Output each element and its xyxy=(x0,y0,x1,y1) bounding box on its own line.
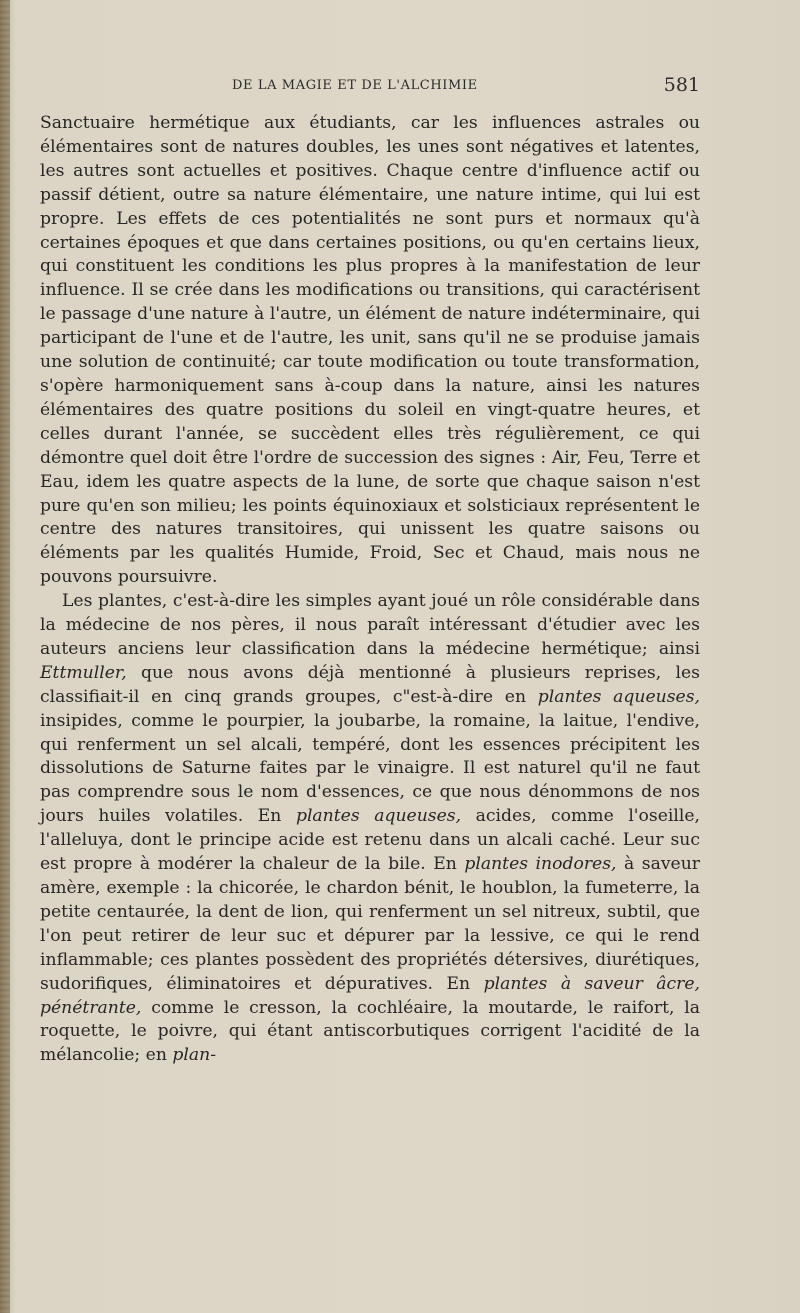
italic-term: plantes aqueuses, xyxy=(295,806,462,827)
italic-author-name: Ettmuller, xyxy=(40,662,127,683)
paragraph-1: Sanctuaire hermétique aux étudiants, car les influences astrales ou élémentaires sont de natures doubles, les unes sont négatives et latentes, les autres sont actuelles et positives. Chaque centre d'influence actif ou passif détient, outre sa nature élémentaire, une nature intime, qui lui est propre. Les effets de ces potentialités ne sont purs et normaux qu'à certaines époques et que dans certaines positions, ou qu'en certains lieux, qui constituent les conditions les plus propres à la manifestation de leur influence. Il se crée dans les modifications ou transitions, qui caractérisent le passage d'une nature à l'autre, un élément de nature indéterminaire, qui participant de l'une et de l'autre, les unit, sans qu'il ne se produise jamais une solution de continuité; car toute modification ou toute transformation, s'opère harmoniquement sans à-coup dans la nature, ainsi les natures élémentaires des quatre positions du soleil en vingt-quatre heures, et celles durant l'année, se succèdent elles très régulièrement, ce qui démontre quel doit être l'ordre de succession des signes : Air, Feu, Terre et Eau, idem les quatre aspects de la lune, de sorte que chaque saison n'est pure qu'en son milieu; les points équinoxiaux et solsticiaux représentent le centre des natures transitoires, qui unissent les quatre saisons ou éléments par les qualités Humide, Froid, Sec et Chaud, mais nous ne pouvons poursuivre. xyxy=(40,113,700,588)
text-span: insipides, comme le pourpier, la joubarbe, la romaine, la laitue, l'endive, qui renferment un sel alcali, tempéré, dont les essences précipitent les dissolutions de Saturne faites par le vinaigre. Il est naturel qu'il ne faut pas comprendre sous le nom d'essences, ce que nous dénommons de nos jours huiles volatiles. En xyxy=(40,710,700,827)
italic-term: plantes aqueuses, xyxy=(537,686,700,707)
page-header xyxy=(40,70,700,100)
italic-term: plan- xyxy=(172,1045,217,1066)
text-span: Les plantes, c'est-à-dire les simples ayant joué un rôle considérable dans la médecine de nos pères, il nous paraît intéressant d'étudier avec les auteurs anciens leur classification dans la médecine hermétique; ainsi xyxy=(40,591,700,659)
italic-term: plantes à saveur âcre, pénétrante, xyxy=(40,973,700,1018)
text-span: que nous avons déjà mentionné à plusieurs reprises, les classifiait-il en cinq grands groupes, c"est-à-dire en xyxy=(40,662,700,707)
running-title: DE LA MAGIE ET DE L'ALCHIMIE xyxy=(232,78,478,93)
page-number: 581 xyxy=(663,74,700,96)
text-span: comme le cresson, la cochléaire, la moutarde, le raifort, la roquette, le poivre, qui étant antiscorbutiques corrigent l'acidité de la mélancolie; en xyxy=(40,997,700,1066)
text-span: à saveur amère, exemple : la chicorée, le chardon bénit, le houblon, la fumeterre, la petite centaurée, la dent de lion, qui renferment un sel nitreux, subtil, que l'on peut retirer de leur suc et dépurer par la lessive, ce qui le rend inflammable; ces plantes possèdent des propriétés détersives, diurétiques, sudorifiques, éliminatoires et dépuratives. En xyxy=(40,854,700,994)
text-span: acides, comme l'oseille, l'alleluya, dont le principe acide est retenu dans un alcali caché. Leur suc est propre à modérer la chaleur de la bile. En xyxy=(40,806,701,875)
paragraph-2 xyxy=(40,590,700,1068)
body-text xyxy=(40,112,700,1068)
italic-term: plantes inodores, xyxy=(464,854,617,875)
book-binding-edge xyxy=(0,0,10,1313)
